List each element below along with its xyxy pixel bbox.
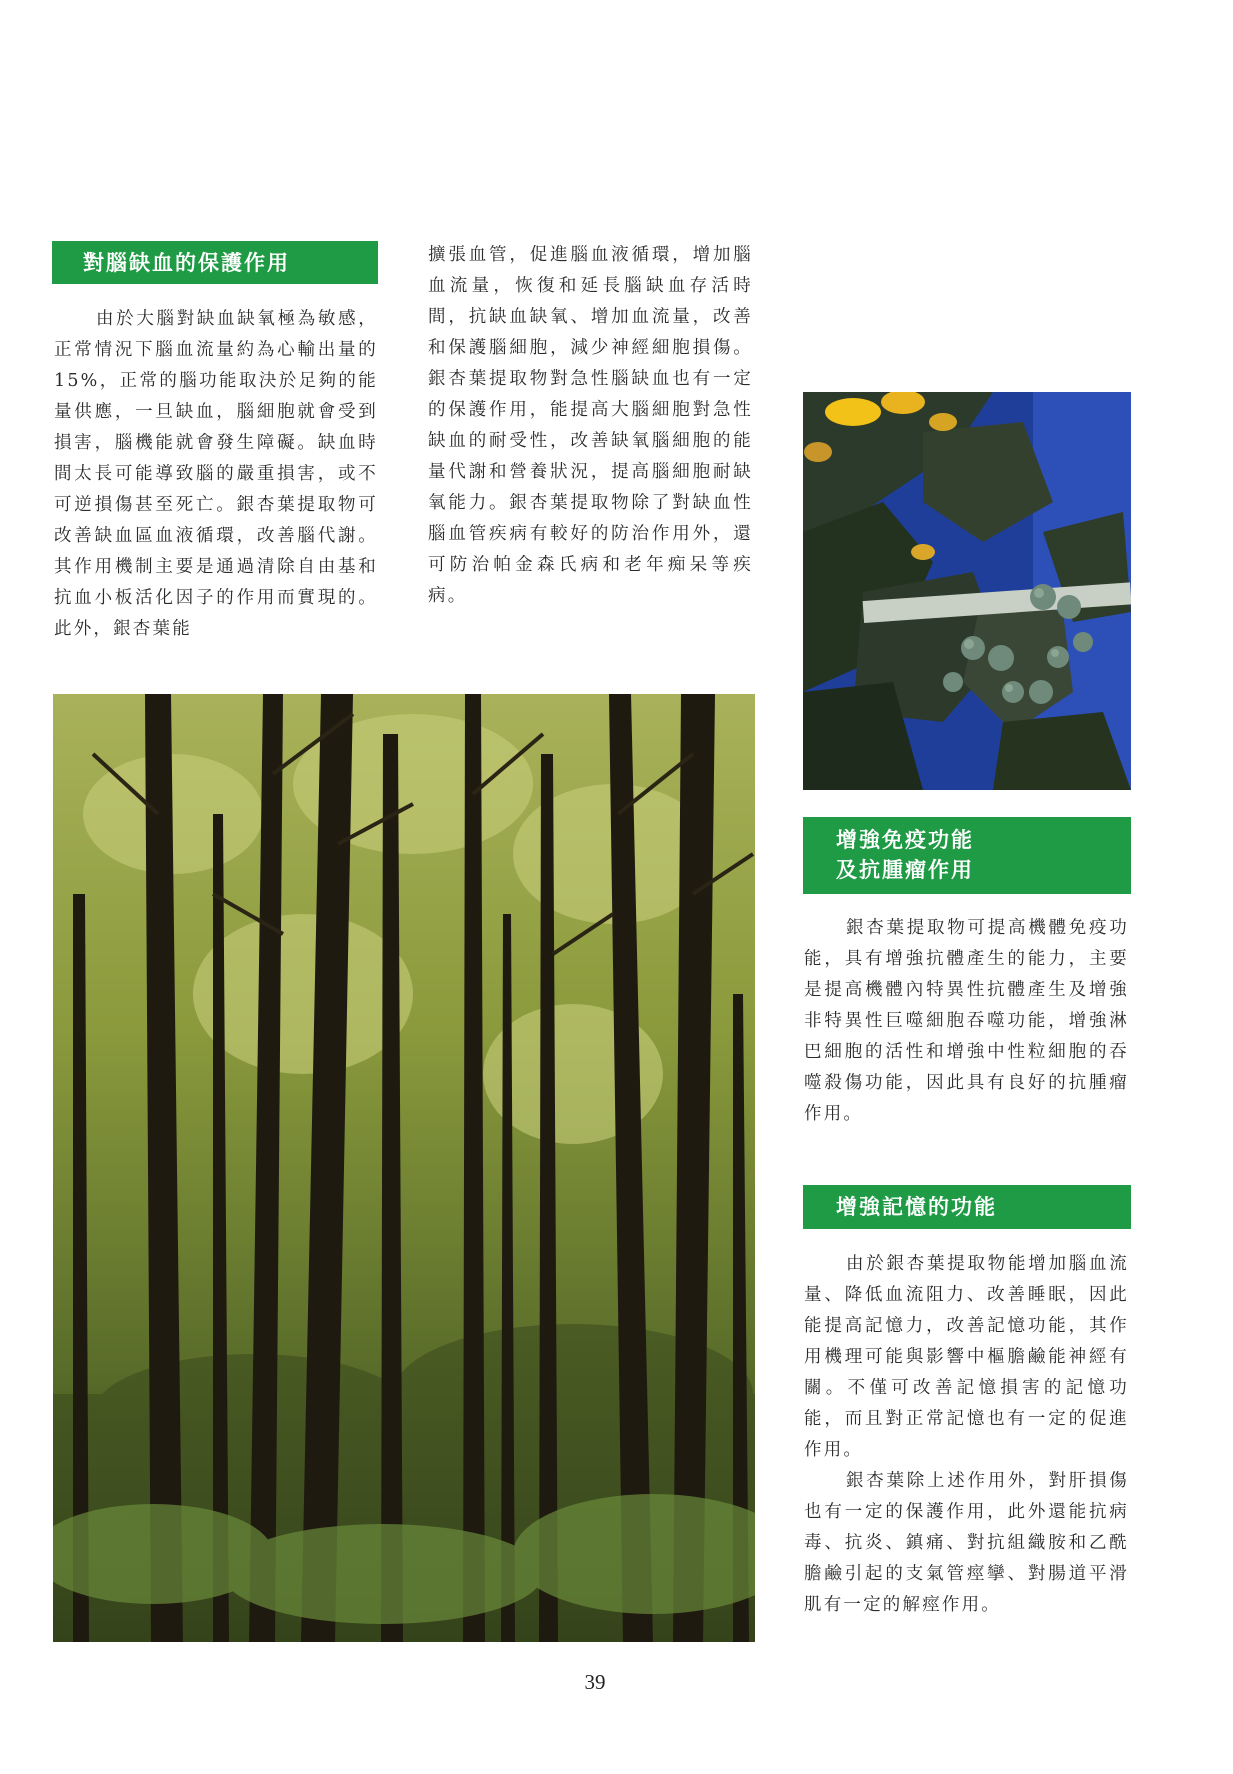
immunity-text xyxy=(804,913,1129,1130)
cerebral-ischemia-column-2 xyxy=(428,240,753,612)
section-title-line-2: 及抗腫瘤作用 xyxy=(836,858,974,882)
page-number: 39 xyxy=(584,1670,606,1694)
paragraph: 由於銀杏葉提取物能增加腦血流量、降低血流阻力、改善睡眠，因此能提高記憶力，改善記憶功能，其作用機理可能與影響中樞膽鹼能神經有關。不僅可改善記憶損害的記憶功能，而且對正常記憶也有一定的促進作用。 xyxy=(804,1254,1129,1460)
forest-photo xyxy=(53,694,755,1642)
cerebral-ischemia-column-1 xyxy=(54,304,378,645)
paragraph: 銀杏葉提取物可提高機體免疫功能，具有增強抗體產生的能力，主要是提高機體內特異性抗體產生及增強非特異性巨噬細胞吞噬功能，增強淋巴細胞的活性和增強中性粒細胞的吞噬殺傷功能，因此具有良好的抗腫瘤作用。 xyxy=(804,918,1129,1124)
ginkgo-leaves-image xyxy=(803,392,1131,790)
section-header-immunity xyxy=(803,817,1131,894)
section-title: 增強記憶的功能 xyxy=(836,1195,997,1219)
paragraph: 擴張血管，促進腦血液循環，增加腦血流量，恢復和延長腦缺血存活時間，抗缺血缺氧、增加血流量，改善和保護腦細胞，減少神經細胞損傷。銀杏葉提取物對急性腦缺血也有一定的保護作用，能提高大腦細胞對急性缺血的耐受性，改善缺氧腦細胞的能量代謝和營養狀況，提高腦細胞耐缺氧能力。銀杏葉提取物除了對缺血性腦血管疾病有較好的防治作用外，還可防治帕金森氏病和老年痴呆等疾病。 xyxy=(428,245,753,606)
section-title-line-1: 增強免疫功能 xyxy=(836,828,974,852)
section-header-memory xyxy=(803,1185,1131,1229)
paragraph: 銀杏葉除上述作用外，對肝損傷也有一定的保護作用，此外還能抗病毒、抗炎、鎮痛、對抗組織胺和乙酰膽鹼引起的支氣管痙攣、對腸道平滑肌有一定的解痙作用。 xyxy=(804,1471,1129,1615)
section-header-cerebral-ischemia xyxy=(52,241,378,284)
forest-image xyxy=(53,694,755,1642)
section-title: 對腦缺血的保護作用 xyxy=(83,251,290,275)
ginkgo-leaves-photo xyxy=(803,392,1131,790)
paragraph: 由於大腦對缺血缺氧極為敏感，正常情況下腦血流量約為心輸出量的15%，正常的腦功能取決於足夠的能量供應，一旦缺血，腦細胞就會受到損害，腦機能就會發生障礙。缺血時間太長可能導致腦的嚴重損害，或不可逆損傷甚至死亡。銀杏葉提取物可改善缺血區血液循環，改善腦代謝。其作用機制主要是通過清除自由基和抗血小板活化因子的作用而實現的。此外，銀杏葉能 xyxy=(54,309,378,639)
memory-text xyxy=(804,1249,1129,1621)
